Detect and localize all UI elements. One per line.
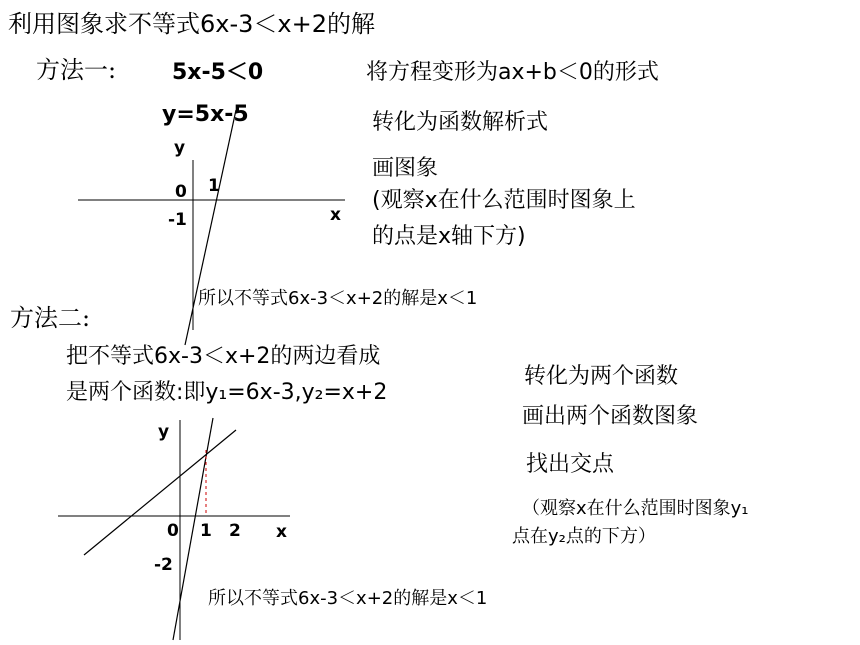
- graph2-tick-x-2: 2: [229, 521, 241, 541]
- method2-step2: 画出两个函数图象: [522, 404, 699, 429]
- graph2-origin-label: 0: [167, 521, 179, 541]
- method2-desc-line2: 是两个函数:即y₁=6x-3,y₂=x+2: [66, 380, 388, 405]
- graph1-origin-label: 0: [175, 182, 187, 202]
- method2-label: 方法二:: [10, 304, 91, 332]
- graph2-tick-x-1: 1: [200, 521, 212, 541]
- method2-observe-line2: 点在y₂点的下方）: [512, 526, 656, 547]
- graph2-tick-y-minus2: -2: [154, 555, 173, 575]
- method1-function-label: y=5x-5: [162, 102, 249, 127]
- method1-observe-line1: (观察x在什么范围时图象上: [372, 188, 636, 213]
- page-title: 利用图象求不等式6x-3＜x+2的解: [8, 10, 375, 38]
- method2-step3: 找出交点: [526, 452, 615, 477]
- method1-observe-line2: 的点是x轴下方): [372, 224, 526, 249]
- method1-label: 方法一:: [36, 56, 117, 84]
- graph2-line-y2: [84, 430, 236, 555]
- graph1-y-label: y: [174, 138, 186, 158]
- method2-observe-line1: （观察x在什么范围时图象y₁: [522, 498, 749, 519]
- method2-desc-line1: 把不等式6x-3＜x+2的两边看成: [66, 344, 381, 369]
- method1-inequality: 5x-5＜0: [172, 60, 264, 85]
- method1-step3: 画图象: [372, 156, 439, 181]
- graph2-x-label: x: [276, 522, 287, 542]
- method1-conclusion: 所以不等式6x-3＜x+2的解是x＜1: [198, 288, 478, 309]
- graph1-x-label: x: [330, 205, 341, 225]
- method1-step2: 转化为函数解析式: [372, 110, 549, 135]
- method2-conclusion: 所以不等式6x-3＜x+2的解是x＜1: [208, 588, 488, 609]
- graph1-tick-y-minus1: -1: [168, 210, 187, 230]
- graph2-y-label: y: [158, 422, 170, 442]
- method2-step1: 转化为两个函数: [524, 364, 679, 389]
- graph1-tick-x-1: 1: [208, 176, 220, 196]
- method1-step1: 将方程变形为ax+b＜0的形式: [366, 60, 659, 85]
